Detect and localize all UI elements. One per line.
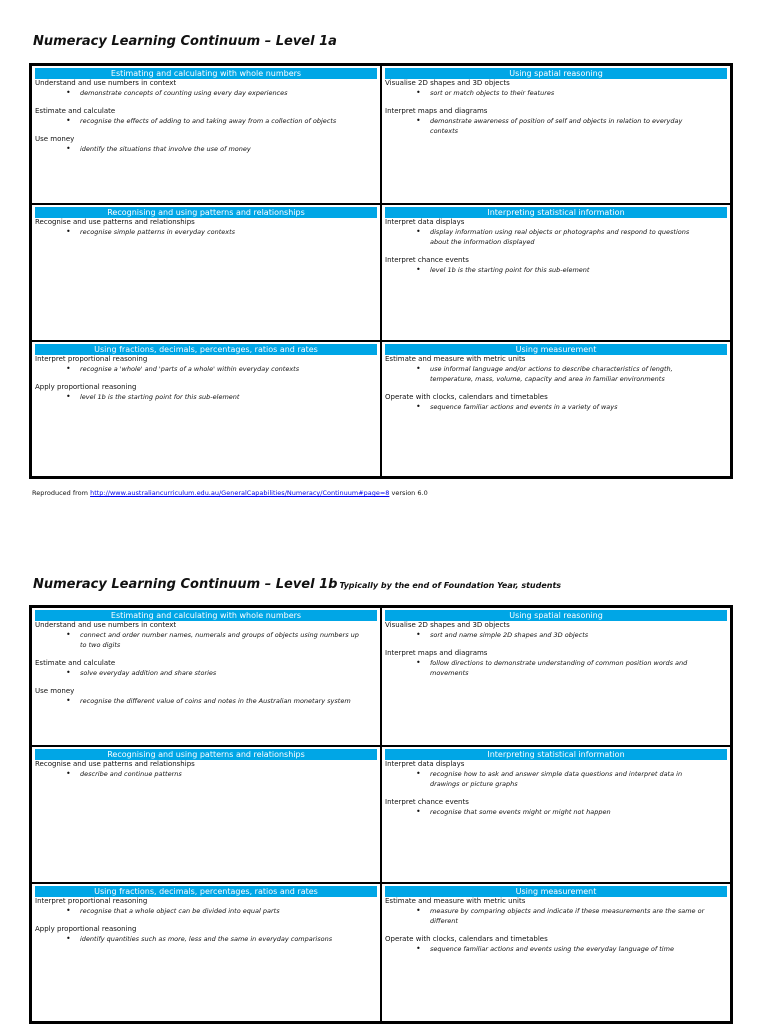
element-cell	[31, 204, 381, 341]
level-1a-grid	[29, 63, 733, 479]
sub-element-title: Use money	[35, 687, 75, 695]
element-heading: Using fractions, decimals, percentages, ratios and rates	[35, 886, 377, 897]
element-cell	[381, 341, 731, 477]
indicator-item: • level 1b is the starting point for this sub-element	[80, 392, 380, 402]
element-heading: Recognising and using patterns and relationships	[35, 749, 377, 760]
indicator-item: • display information using real objects or photographs and respond to questions about the information displayed	[430, 227, 730, 247]
indicator-item: • follow directions to demonstrate understanding of common position words and movements	[430, 658, 730, 678]
indicator-item: • identify the situations that involve the use of money	[80, 144, 380, 154]
level-1b-grid	[29, 605, 733, 1024]
element-cell	[381, 746, 731, 883]
sub-element-title: Visualise 2D shapes and 3D objects	[385, 79, 510, 87]
indicator-list	[382, 116, 730, 136]
sub-element-title: Estimate and measure with metric units	[385, 355, 526, 363]
sub-element-title: Interpret proportional reasoning	[35, 897, 148, 905]
sub-element-title: Interpret data displays	[385, 760, 465, 768]
indicator-list	[32, 88, 380, 98]
indicator-list	[32, 116, 380, 126]
indicator-list	[382, 630, 730, 640]
element-heading: Interpreting statistical information	[385, 207, 727, 218]
indicator-list	[32, 769, 380, 779]
indicator-item: • recognise a 'whole' and 'parts of a whole' within everyday contexts	[80, 364, 380, 374]
sub-element-title: Interpret data displays	[385, 218, 465, 226]
element-heading: Estimating and calculating with whole numbers	[35, 610, 377, 621]
element-cell	[31, 607, 381, 746]
element-heading: Using spatial reasoning	[385, 610, 727, 621]
indicator-item: • sequence familiar actions and events in a variety of ways	[430, 402, 730, 412]
indicator-item: • sort or match objects to their features	[430, 88, 730, 98]
indicator-list	[32, 934, 380, 944]
element-heading: Interpreting statistical information	[385, 749, 727, 760]
indicator-list	[382, 807, 730, 817]
continuum-link[interactable]: http://www.australiancurriculum.edu.au/GeneralCapabilities/Numeracy/Continuum#page=8	[90, 489, 390, 497]
sub-element-title: Interpret maps and diagrams	[385, 107, 488, 115]
indicator-list	[382, 364, 730, 384]
level-1a-title: Numeracy Learning Continuum – Level 1a	[33, 34, 337, 49]
sub-element-title: Recognise and use patterns and relationships	[35, 218, 195, 226]
element-heading: Using spatial reasoning	[385, 68, 727, 79]
indicator-item: • connect and order number names, numerals and groups of objects using numbers up to two digits	[80, 630, 380, 650]
indicator-item: • recognise that some events might or might not happen	[430, 807, 730, 817]
element-cell	[381, 607, 731, 746]
element-heading: Estimating and calculating with whole numbers	[35, 68, 377, 79]
indicator-item: • recognise the effects of adding to and taking away from a collection of objects	[80, 116, 380, 126]
indicator-item: • use informal language and/or actions to describe characteristics of length, temperature, mass, volume, capacity and area in familiar environments	[430, 364, 730, 384]
indicator-list	[382, 402, 730, 412]
indicator-list	[32, 392, 380, 402]
reproduced-note: Reproduced from http://www.australiancurriculum.edu.au/GeneralCapabilities/Numeracy/Continuum#page=8 version 6.0	[32, 489, 428, 497]
indicator-list	[382, 265, 730, 275]
sub-element-title: Interpret chance events	[385, 256, 469, 264]
indicator-item: • sequence familiar actions and events using the everyday language of time	[430, 944, 730, 954]
sub-element-title: Estimate and calculate	[35, 107, 116, 115]
element-cell	[381, 883, 731, 1022]
sub-element-title: Estimate and calculate	[35, 659, 116, 667]
sub-element-title: Use money	[35, 135, 75, 143]
indicator-item: • identify quantities such as more, less and the same in everyday comparisons	[80, 934, 380, 944]
indicator-item: • recognise simple patterns in everyday contexts	[80, 227, 380, 237]
indicator-item: • sort and name simple 2D shapes and 3D objects	[430, 630, 730, 640]
element-heading: Using measurement	[385, 886, 727, 897]
indicator-item: • demonstrate awareness of position of self and objects in relation to everyday contexts	[430, 116, 730, 136]
sub-element-title: Interpret chance events	[385, 798, 469, 806]
indicator-item: • level 1b is the starting point for this sub-element	[430, 265, 730, 275]
element-cell	[31, 65, 381, 204]
sub-element-title: Understand and use numbers in context	[35, 621, 177, 629]
indicator-list	[382, 88, 730, 98]
sub-element-title: Apply proportional reasoning	[35, 383, 137, 391]
indicator-list	[382, 658, 730, 678]
sub-element-title: Understand and use numbers in context	[35, 79, 177, 87]
sub-element-title: Estimate and measure with metric units	[385, 897, 526, 905]
indicator-item: • recognise the different value of coins and notes in the Australian monetary system	[80, 696, 380, 706]
indicator-list	[32, 668, 380, 678]
indicator-item: • recognise how to ask and answer simple data questions and interpret data in drawings or picture graphs	[430, 769, 730, 789]
element-heading: Using measurement	[385, 344, 727, 355]
indicator-list	[382, 227, 730, 247]
indicator-item: • describe and continue patterns	[80, 769, 380, 779]
element-cell	[31, 883, 381, 1022]
indicator-item: • demonstrate concepts of counting using every day experiences	[80, 88, 380, 98]
indicator-list	[32, 227, 380, 237]
element-cell	[381, 65, 731, 204]
sub-element-title: Interpret proportional reasoning	[35, 355, 148, 363]
sub-element-title: Apply proportional reasoning	[35, 925, 137, 933]
element-cell	[381, 204, 731, 341]
sub-element-title: Recognise and use patterns and relationships	[35, 760, 195, 768]
indicator-item: • solve everyday addition and share stories	[80, 668, 380, 678]
indicator-list	[382, 769, 730, 789]
indicator-item: • recognise that a whole object can be divided into equal parts	[80, 906, 380, 916]
element-cell	[31, 341, 381, 477]
element-heading: Using fractions, decimals, percentages, ratios and rates	[35, 344, 377, 355]
indicator-list	[382, 906, 730, 926]
level-1b-title: Numeracy Learning Continuum – Level 1b Typically by the end of Foundation Year, students	[33, 577, 562, 592]
sub-element-title: Operate with clocks, calendars and timetables	[385, 393, 548, 401]
indicator-list	[32, 696, 380, 706]
element-heading: Recognising and using patterns and relationships	[35, 207, 377, 218]
indicator-list	[32, 630, 380, 650]
indicator-list	[32, 144, 380, 154]
indicator-list	[382, 944, 730, 954]
sub-element-title: Interpret maps and diagrams	[385, 649, 488, 657]
sub-element-title: Visualise 2D shapes and 3D objects	[385, 621, 510, 629]
element-cell	[31, 746, 381, 883]
indicator-list	[32, 364, 380, 374]
indicator-item: • measure by comparing objects and indicate if these measurements are the same or different	[430, 906, 730, 926]
sub-element-title: Operate with clocks, calendars and timetables	[385, 935, 548, 943]
indicator-list	[32, 906, 380, 916]
